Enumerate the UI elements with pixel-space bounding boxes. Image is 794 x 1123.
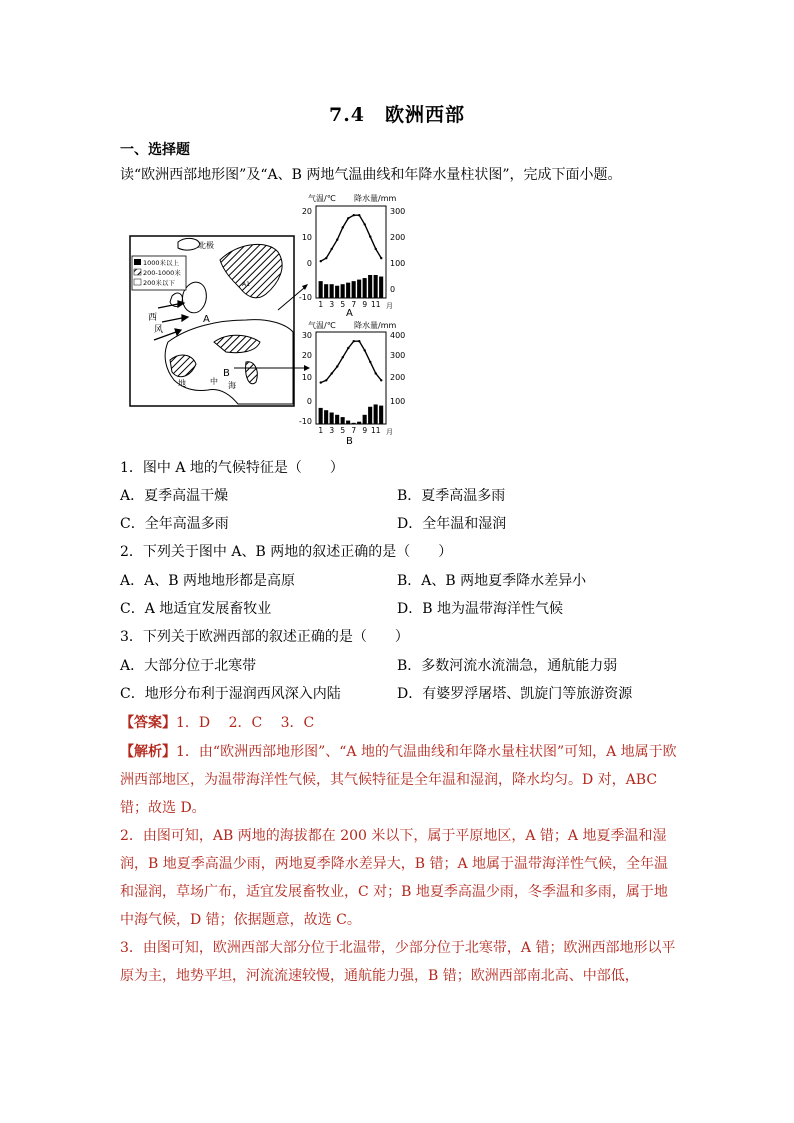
map-label-a: A xyxy=(203,314,210,325)
month-tick-b: 9 xyxy=(362,426,368,435)
month-tick-a: 9 xyxy=(362,300,368,309)
map-label-b: B xyxy=(223,368,230,379)
chart-a-temp-tick: 10 xyxy=(301,233,312,242)
temperature-point-a-month-7 xyxy=(353,214,355,216)
precip-bar-a-month-10 xyxy=(368,275,372,298)
precip-bar-b-month-4 xyxy=(335,415,339,424)
precip-bar-a-month-5 xyxy=(341,284,345,298)
analysis-p3: 3．由图可知，欧洲西部大部分位于北温带，少部分位于北寒带，A 错；欧洲西部地形以平原为主，地势平坦，河流流速较慢，通航能力强，B 错；欧洲西部南北高、中部低， xyxy=(120,940,676,984)
chart-b-precip-axis-label: 降水量/mm xyxy=(354,321,397,330)
question-2-option-a[interactable]: A．A、B 两地地形都是高原 xyxy=(120,573,295,589)
temperature-point-b-month-3 xyxy=(331,372,333,374)
precip-bar-a-month-6 xyxy=(346,283,350,298)
temperature-point-a-month-8 xyxy=(358,214,360,216)
answer-text: 1．D 2．C 3．C xyxy=(176,715,315,731)
precip-bar-b-month-7 xyxy=(352,423,356,424)
precip-bar-a-month-2 xyxy=(324,284,328,298)
temperature-point-a-month-12 xyxy=(380,257,382,259)
question-intro: 读“欧洲西部地形图”及“A、B 两地气温曲线和年降水量柱状图”，完成下面小题。 xyxy=(120,167,622,183)
temperature-point-a-month-5 xyxy=(342,226,344,228)
map-label-north-pole: 北极 xyxy=(198,241,214,250)
precip-bar-b-month-9 xyxy=(363,415,367,424)
temperature-point-b-month-12 xyxy=(380,379,382,381)
month-tick-a: 1 xyxy=(318,300,324,309)
analysis-p2: 2．由图可知，AB 两地的海拔都在 200 米以下，属于平原地区，A 错；A 地夏季温和湿润，B 地夏季高温少雨，两地夏季降水差异大，B 错；A 地属于温带海洋性气候，全年温和湿润，草场广布，适宜发展畜牧业，C 对；B 地夏季高温少雨，冬季温和多雨，属于地中海气候，D 错；依据题意，故选 C。 xyxy=(120,828,669,928)
answer-label: 【答案】 xyxy=(120,715,176,731)
month-tick-b: 11 xyxy=(370,426,381,435)
map-label-sea: 海 xyxy=(228,381,236,390)
precip-bar-b-month-1 xyxy=(319,408,323,424)
question-1-option-a[interactable]: A．夏季高温干燥 xyxy=(120,488,229,504)
map-legend xyxy=(132,256,186,290)
section-heading: 一、选择题 xyxy=(120,142,190,158)
precip-bar-a-month-1 xyxy=(319,281,323,298)
month-tick-b: 7 xyxy=(351,426,357,435)
temperature-line-b xyxy=(321,341,382,382)
question-3-stem: 3．下列关于欧洲西部的叙述正确的是（ ） xyxy=(120,629,409,645)
chart-b-temp-tick: 20 xyxy=(301,351,312,360)
temperature-point-b-month-7 xyxy=(353,340,355,342)
month-tick-b: 5 xyxy=(340,426,346,435)
month-tick-a: 11 xyxy=(370,300,381,309)
analysis-p1 xyxy=(120,738,680,822)
chart-b-temp-tick: 10 xyxy=(301,373,312,382)
month-tick-b: 1 xyxy=(318,426,324,435)
temperature-line-a xyxy=(321,215,382,261)
question-1-option-b[interactable]: B．夏季高温多雨 xyxy=(397,488,506,504)
map-label-west: 西 xyxy=(148,313,158,323)
climate-chart-b xyxy=(299,320,405,447)
chart-a-precip-tick: 100 xyxy=(390,259,406,268)
precip-bar-b-month-5 xyxy=(341,417,345,424)
precip-bar-b-month-6 xyxy=(346,421,350,424)
chart-b-temp-tick: -10 xyxy=(298,417,312,426)
chart-a-month-unit: 月 xyxy=(386,302,393,310)
precip-bar-a-month-8 xyxy=(357,280,361,298)
chart-a-precip-tick: 200 xyxy=(390,233,406,242)
chart-b-month-unit: 月 xyxy=(386,428,393,436)
map-label-a1: A1 xyxy=(242,281,250,288)
page-title: 7.4 欧洲西部 xyxy=(328,104,466,126)
map-label-med: 中 xyxy=(210,377,218,386)
chart-b-precip-tick: 300 xyxy=(390,351,406,360)
month-tick-a: 3 xyxy=(329,300,335,309)
temperature-point-b-month-8 xyxy=(358,340,360,342)
chart-a-precip-tick: 0 xyxy=(390,285,396,294)
chart-a-temp-axis-label: 气温/℃ xyxy=(308,194,336,203)
figure-svg xyxy=(128,192,428,447)
chart-a-temp-tick: -10 xyxy=(298,293,312,302)
precip-bar-b-month-12 xyxy=(379,406,383,424)
temperature-point-a-month-4 xyxy=(336,239,338,241)
precip-bar-a-month-11 xyxy=(374,275,378,298)
question-3-option-a[interactable]: A．大部分位于北寒带 xyxy=(120,658,257,674)
precip-bar-a-month-4 xyxy=(335,286,339,298)
map-label-di: 地 xyxy=(178,379,186,388)
temperature-point-b-month-5 xyxy=(342,356,344,358)
question-2-option-b[interactable]: B．A、B 两地夏季降水差异小 xyxy=(397,573,587,589)
chart-a-caption: A xyxy=(346,308,353,319)
precip-bar-b-month-10 xyxy=(368,407,372,424)
question-2-option-d[interactable]: D．B 地为温带海洋性气候 xyxy=(397,601,563,617)
precip-bar-a-month-3 xyxy=(330,284,334,298)
chart-a-precip-tick: 300 xyxy=(390,207,406,216)
chart-b-temp-axis-label: 气温/℃ xyxy=(308,321,336,330)
temperature-point-b-month-9 xyxy=(364,349,366,351)
europe-terrain-map xyxy=(130,236,310,406)
precip-bar-b-month-8 xyxy=(357,422,361,424)
chart-a-precip-axis-label: 降水量/mm xyxy=(354,194,397,203)
chart-b-temp-tick: 30 xyxy=(301,331,312,340)
precip-bar-b-month-3 xyxy=(330,413,334,425)
question-2-stem: 2．下列关于图中 A、B 两地的叙述正确的是（ ） xyxy=(120,544,453,560)
month-tick-b: 3 xyxy=(329,426,335,435)
question-1-stem: 1．图中 A 地的气候特征是（ ） xyxy=(120,460,344,476)
analysis-text-1: 1．由“欧洲西部地形图”、“A 地的气温曲线和年降水量柱状图”可知，A 地属于欧洲西部地区，为温带海洋性气候，其气候特征是全年温和湿润，降水均匀。D 对，ABC 错；故选 D。 xyxy=(120,744,677,816)
temperature-point-a-month-6 xyxy=(347,217,349,219)
chart-b-precip-tick: 100 xyxy=(390,397,406,406)
temperature-point-a-month-2 xyxy=(325,257,327,259)
precip-bar-a-month-7 xyxy=(352,281,356,298)
temperature-point-b-month-4 xyxy=(336,365,338,367)
climate-chart-a xyxy=(299,193,405,319)
chart-b-caption: B xyxy=(346,436,353,447)
legend-item: 1000米以上 xyxy=(143,259,180,267)
temperature-point-a-month-11 xyxy=(375,248,377,250)
chart-a-temp-tick: 20 xyxy=(301,207,312,216)
temperature-point-b-month-1 xyxy=(320,381,322,383)
legend-item: 200-1000米 xyxy=(143,269,181,277)
figure xyxy=(128,192,428,447)
temperature-point-a-month-10 xyxy=(369,235,371,237)
question-2-option-c[interactable]: C．A 地适宜发展畜牧业 xyxy=(120,601,272,617)
precip-bar-b-month-2 xyxy=(324,410,328,424)
question-3-option-b[interactable]: B．多数河流水流湍急，通航能力弱 xyxy=(397,658,618,674)
temperature-point-a-month-3 xyxy=(331,248,333,250)
question-3-option-c[interactable]: C．地形分布利于湿润西风深入内陆 xyxy=(120,686,341,702)
precip-bar-a-month-9 xyxy=(363,278,367,298)
temperature-point-b-month-2 xyxy=(325,379,327,381)
chart-b-temp-tick: 0 xyxy=(306,397,312,406)
temperature-point-a-month-1 xyxy=(320,260,322,262)
month-tick-a: 7 xyxy=(351,300,357,309)
temperature-point-b-month-11 xyxy=(375,372,377,374)
answer-block xyxy=(120,713,314,733)
month-tick-a: 5 xyxy=(340,300,346,309)
temperature-point-b-month-10 xyxy=(369,361,371,363)
analysis-label: 【解析】 xyxy=(120,744,176,760)
precip-bar-b-month-11 xyxy=(374,404,378,424)
chart-b-precip-tick: 400 xyxy=(390,331,406,340)
question-1-option-c[interactable]: C．全年高温多雨 xyxy=(120,516,229,532)
chart-a-temp-tick: 0 xyxy=(306,259,312,268)
question-3-option-d[interactable]: D．有婆罗浮屠塔、凯旋门等旅游资源 xyxy=(397,686,633,702)
map-label-wind: 风 xyxy=(154,325,164,335)
question-1-option-d[interactable]: D．全年温和湿润 xyxy=(397,516,507,532)
legend-item: 200米以下 xyxy=(143,279,175,287)
precip-bar-a-month-12 xyxy=(379,277,383,298)
temperature-point-a-month-9 xyxy=(364,223,366,225)
chart-b-precip-tick: 200 xyxy=(390,373,406,382)
temperature-point-b-month-6 xyxy=(347,347,349,349)
